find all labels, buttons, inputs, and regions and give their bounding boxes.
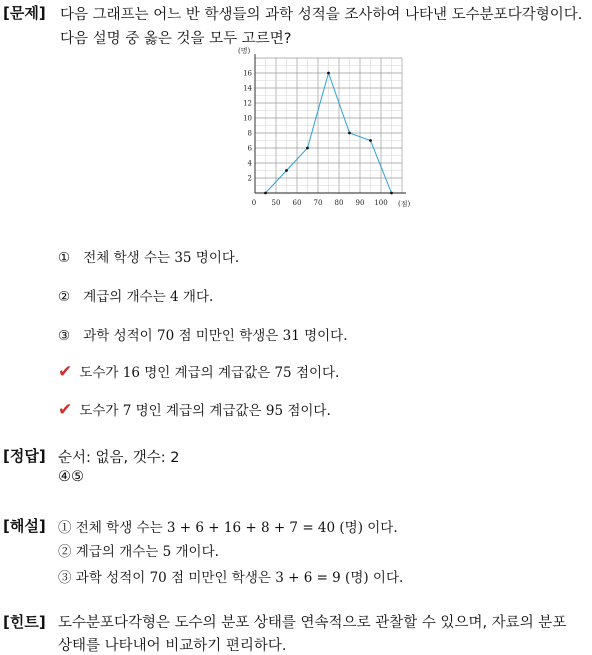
option-2[interactable] (58, 285, 213, 305)
y-tick-label: 12 (243, 99, 252, 108)
explanation-line2: ② 계급의 개수는 5 개이다. (58, 544, 219, 560)
chart-grid (255, 58, 402, 193)
x-tick-label: 80 (334, 199, 344, 207)
x-axis-label: (점) (398, 200, 411, 208)
explanation-line3: ③ 과학 성적이 70 점 미만인 학생은 3 + 6 = 9 (명) 이다. (58, 570, 404, 586)
option-3[interactable] (58, 324, 348, 344)
question-text-line2: 다음 설명 중 옳은 것을 모두 고르면? (60, 31, 292, 47)
y-tick-label: 4 (247, 159, 252, 168)
y-tick-label: 14 (243, 84, 252, 93)
checkmark-icon: ✔ (58, 362, 73, 382)
y-tick-labels (243, 70, 252, 183)
x-tick-label: 70 (313, 199, 323, 207)
hint-line2: 상태를 나타내어 비교하기 편리하다. (58, 638, 287, 654)
option-3-text: 과학 성적이 70 점 미만인 학생은 31 명이다. (83, 328, 348, 344)
x-tick-label: 90 (355, 199, 365, 207)
x-tick-label: 60 (292, 199, 302, 207)
option-1-marker: ① (58, 250, 71, 266)
option-5[interactable] (58, 399, 331, 420)
checkmark-icon: ✔ (58, 400, 73, 420)
option-3-marker: ③ (58, 328, 71, 344)
y-tick-label: 16 (243, 69, 252, 78)
frequency-polygon-chart (230, 44, 420, 214)
x-tick-label: 0 (251, 199, 257, 207)
explanation-line1: ① 전체 학생 수는 3 + 6 + 16 + 8 + 7 = 40 (명) 이다. (58, 520, 398, 536)
y-tick-label: 8 (247, 129, 252, 138)
answer-line1: 순서: 없음, 갯수: 2 (58, 450, 180, 466)
x-tick-label: 100 (374, 199, 388, 207)
option-2-text: 계급의 개수는 4 개다. (83, 289, 214, 305)
x-tick-labels (252, 199, 388, 207)
data-point (306, 147, 309, 150)
data-point (285, 169, 288, 172)
explanation-tag: [해설] (3, 517, 46, 535)
x-tick-label: 50 (271, 199, 281, 207)
y-tick-label: 10 (243, 114, 252, 123)
hint-line1: 도수분포다각형은 도수의 분포 상태를 연속적으로 관찰할 수 있으며, 자료의 분포 (58, 615, 567, 631)
option-1[interactable] (58, 246, 239, 266)
answer-line2: ④⑤ (58, 469, 84, 485)
data-point (327, 72, 330, 75)
option-4[interactable] (58, 361, 339, 382)
question-tag: [문제] (3, 4, 46, 22)
option-2-marker: ② (58, 289, 71, 305)
option-5-text: 도수가 7 명인 계급의 계급값은 95 점이다. (79, 403, 331, 419)
question-text-line1: 다음 그래프는 어느 반 학생들의 과학 성적을 조사하여 나타낸 도수분포다각형이다. (60, 7, 583, 23)
data-point (369, 139, 372, 142)
y-tick-label: 6 (247, 144, 252, 153)
option-1-text: 전체 학생 수는 35 명이다. (83, 250, 240, 266)
option-4-text: 도수가 16 명인 계급의 계급값은 75 점이다. (79, 365, 340, 381)
y-tick-label: 2 (247, 174, 252, 183)
data-point (390, 192, 393, 195)
answer-tag: [정답] (3, 447, 46, 465)
data-point (348, 132, 351, 135)
y-axis-label: (명) (238, 47, 251, 55)
hint-tag: [힌트] (3, 613, 46, 631)
data-point (264, 192, 267, 195)
